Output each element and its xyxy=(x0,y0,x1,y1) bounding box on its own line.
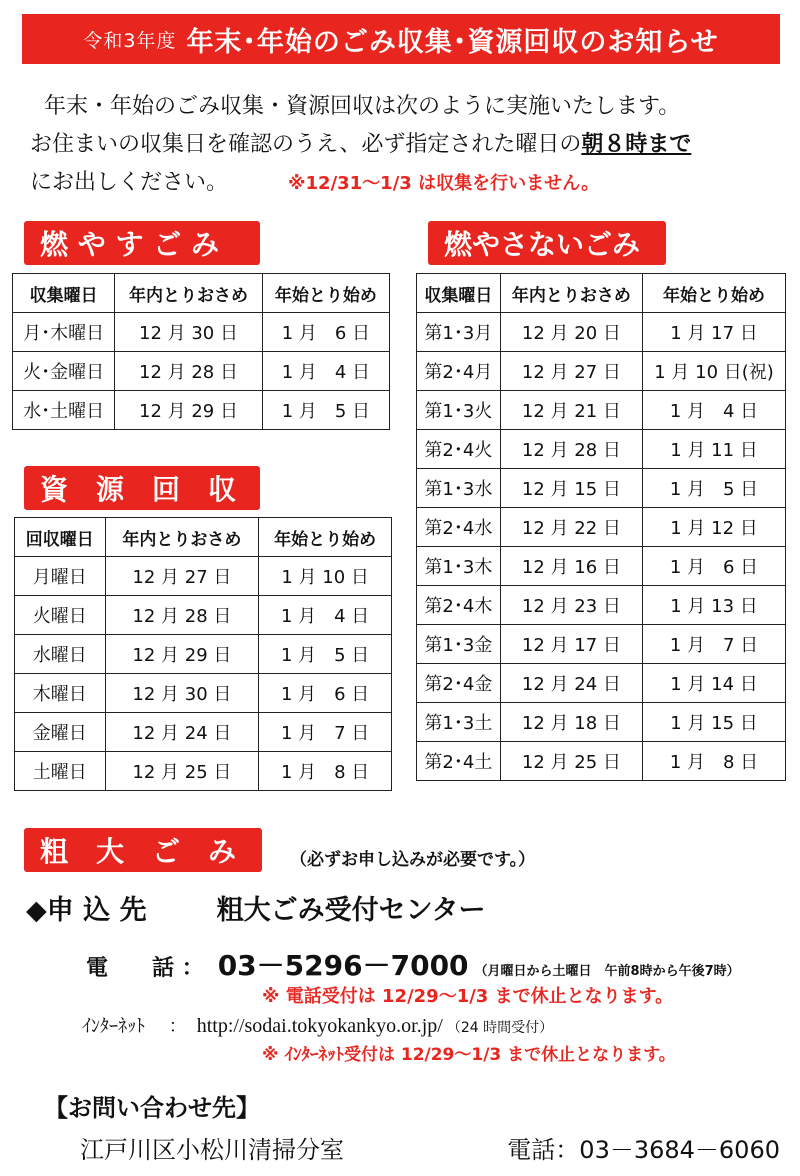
intro-line3 xyxy=(30,164,790,203)
table-cell: 第1･3火 xyxy=(417,391,501,430)
table-row xyxy=(13,391,390,430)
table-header-row xyxy=(417,274,786,313)
column-header: 年内とりおさめ xyxy=(500,274,642,313)
table-cell: 12 月 16 日 xyxy=(500,547,642,586)
net-url-link[interactable]: http://sodai.tokyokankyo.or.jp/ xyxy=(196,1015,443,1037)
table-row xyxy=(15,596,392,635)
table-cell: 1 月 13 日 xyxy=(643,586,786,625)
table-cell: 第2･4木 xyxy=(417,586,501,625)
title-banner xyxy=(22,14,780,64)
table-cell: 火曜日 xyxy=(15,596,106,635)
table-header-row xyxy=(13,274,390,313)
table-cell: 12 月 22 日 xyxy=(500,508,642,547)
column-header: 収集曜日 xyxy=(13,274,115,313)
table-cell: 1 月 17 日 xyxy=(643,313,786,352)
net-hours: （24 時間受付） xyxy=(446,1020,554,1036)
table-cell: 1 月 6 日 xyxy=(259,674,392,713)
table-row xyxy=(417,625,786,664)
table-cell: 第2･4月 xyxy=(417,352,501,391)
table-cell: 1 月 11 日 xyxy=(643,430,786,469)
intro-line1: 年末・年始のごみ収集・資源回収は次のように実施いたします。 xyxy=(44,94,681,119)
table-row xyxy=(15,557,392,596)
table-cell: 月･木曜日 xyxy=(13,313,115,352)
column-header: 年内とりおさめ xyxy=(115,274,262,313)
table-row xyxy=(417,469,786,508)
net-colon: ： xyxy=(168,1016,187,1037)
table-header-row xyxy=(15,518,392,557)
net-note: ※ ｲﾝﾀｰﾈｯﾄ受付は 12/29～1/3 まで休止となります。 xyxy=(262,1045,676,1065)
burnable-label: 燃 や す ご み xyxy=(24,221,260,265)
table-cell: 12 月 28 日 xyxy=(500,430,642,469)
table-cell: 土曜日 xyxy=(15,752,106,791)
table-cell: 1 月 7 日 xyxy=(259,713,392,752)
table-cell: 第2･4土 xyxy=(417,742,501,781)
sodai-note: （必ずお申し込みが必要です。） xyxy=(290,850,536,870)
table-cell: 月曜日 xyxy=(15,557,106,596)
contact-phone: 電話：03－3684－6060 xyxy=(507,1136,780,1164)
table-cell: 1 月 10 日(祝) xyxy=(643,352,786,391)
table-row xyxy=(13,352,390,391)
intro-text xyxy=(30,88,790,203)
table-row xyxy=(15,713,392,752)
table-row xyxy=(417,742,786,781)
apply-label: ◆申 込 先 xyxy=(26,895,147,926)
table-cell: 1 月 5 日 xyxy=(643,469,786,508)
table-cell: 12 月 18 日 xyxy=(500,703,642,742)
table-cell: 1 月 8 日 xyxy=(259,752,392,791)
burnable-table xyxy=(12,273,390,430)
table-cell: 12 月 20 日 xyxy=(500,313,642,352)
table-cell: 1 月 4 日 xyxy=(643,391,786,430)
sodai-label: 粗 大 ご み xyxy=(24,828,262,872)
table-cell: 1 月 6 日 xyxy=(262,313,389,352)
table-cell: 1 月 5 日 xyxy=(262,391,389,430)
table-cell: 第2･4金 xyxy=(417,664,501,703)
deadline-text: 朝８時まで xyxy=(581,132,692,157)
tel-row xyxy=(86,944,740,984)
column-header: 収集曜日 xyxy=(417,274,501,313)
table-row xyxy=(417,430,786,469)
table-cell: 12 月 30 日 xyxy=(105,674,259,713)
table-cell: 1 月 4 日 xyxy=(259,596,392,635)
table-cell: 12 月 15 日 xyxy=(500,469,642,508)
table-cell: 1 月 5 日 xyxy=(259,635,392,674)
contact-office: 江戸川区小松川清掃分室 xyxy=(80,1136,344,1164)
no-collect-note: ※12/31～1/3 は収集を行いません。 xyxy=(288,173,600,194)
column-header: 年始とり始め xyxy=(259,518,392,557)
recycle-label: 資 源 回 収 xyxy=(24,466,260,510)
banner-prefix: 令和3年度 xyxy=(83,29,177,52)
table-cell: 12 月 28 日 xyxy=(105,596,259,635)
tel-number: 03－5296－7000 xyxy=(217,949,469,982)
table-cell: 12 月 17 日 xyxy=(500,625,642,664)
recycle-table xyxy=(14,517,392,791)
table-cell: 水曜日 xyxy=(15,635,106,674)
table-cell: 1 月 7 日 xyxy=(643,625,786,664)
table-cell: 12 月 24 日 xyxy=(105,713,259,752)
table-cell: 1 月 14 日 xyxy=(643,664,786,703)
column-header: 年始とり始め xyxy=(643,274,786,313)
table-row xyxy=(417,586,786,625)
table-cell: 12 月 28 日 xyxy=(115,352,262,391)
table-cell: 12 月 25 日 xyxy=(105,752,259,791)
table-cell: 12 月 24 日 xyxy=(500,664,642,703)
table-row xyxy=(13,313,390,352)
table-cell: 12 月 29 日 xyxy=(105,635,259,674)
table-cell: 1 月 6 日 xyxy=(643,547,786,586)
tel-hours: （月曜日から土曜日 午前8時から午後7時） xyxy=(474,964,740,979)
table-cell: 1 月 15 日 xyxy=(643,703,786,742)
table-cell: 12 月 30 日 xyxy=(115,313,262,352)
tel-note: ※ 電話受付は 12/29～1/3 まで休止となります。 xyxy=(262,986,674,1007)
net-label: ｲﾝﾀｰﾈｯﾄ xyxy=(82,1016,145,1037)
table-cell: 第1･3水 xyxy=(417,469,501,508)
apply-row xyxy=(26,888,486,927)
table-cell: 1 月 10 日 xyxy=(259,557,392,596)
table-cell: 火･金曜日 xyxy=(13,352,115,391)
table-cell: 12 月 27 日 xyxy=(500,352,642,391)
net-row xyxy=(82,1012,553,1038)
contact-row xyxy=(80,1130,780,1165)
table-row xyxy=(417,664,786,703)
table-cell: 1 月 8 日 xyxy=(643,742,786,781)
table-cell: 木曜日 xyxy=(15,674,106,713)
table-cell: 水･土曜日 xyxy=(13,391,115,430)
table-cell: 1 月 4 日 xyxy=(262,352,389,391)
intro-line2 xyxy=(30,126,790,164)
banner-title: 年末･年始のごみ収集･資源回収のお知らせ xyxy=(186,26,719,58)
table-cell: 第1･3土 xyxy=(417,703,501,742)
table-cell: 第1･3金 xyxy=(417,625,501,664)
table-row xyxy=(417,352,786,391)
reception-center: 粗大ごみ受付センター xyxy=(216,895,486,926)
table-cell: 12 月 23 日 xyxy=(500,586,642,625)
table-cell: 第1･3木 xyxy=(417,547,501,586)
table-row xyxy=(15,635,392,674)
table-cell: 12 月 27 日 xyxy=(105,557,259,596)
table-cell: 1 月 12 日 xyxy=(643,508,786,547)
table-row xyxy=(417,391,786,430)
intro-line3-text: にお出しください。 xyxy=(30,170,229,195)
column-header: 年始とり始め xyxy=(262,274,389,313)
table-row xyxy=(417,508,786,547)
column-header: 年内とりおさめ xyxy=(105,518,259,557)
tel-label: 電 話 xyxy=(86,956,175,981)
column-header: 回収曜日 xyxy=(15,518,106,557)
table-cell: 12 月 21 日 xyxy=(500,391,642,430)
table-cell: 第2･4火 xyxy=(417,430,501,469)
nonburnable-label: 燃やさないごみ xyxy=(428,221,666,265)
table-row xyxy=(417,703,786,742)
table-row xyxy=(417,547,786,586)
table-row xyxy=(15,752,392,791)
table-cell: 第2･4水 xyxy=(417,508,501,547)
table-cell: 12 月 29 日 xyxy=(115,391,262,430)
contact-heading: 【お問い合わせ先】 xyxy=(44,1094,260,1122)
table-cell: 12 月 25 日 xyxy=(500,742,642,781)
tel-colon: ： xyxy=(181,956,204,981)
table-row xyxy=(15,674,392,713)
table-cell: 金曜日 xyxy=(15,713,106,752)
table-cell: 第1･3月 xyxy=(417,313,501,352)
nonburnable-table xyxy=(416,273,786,781)
table-row xyxy=(417,313,786,352)
intro-line2a: お住まいの収集日を確認のうえ、必ず指定された曜日の xyxy=(30,132,582,157)
